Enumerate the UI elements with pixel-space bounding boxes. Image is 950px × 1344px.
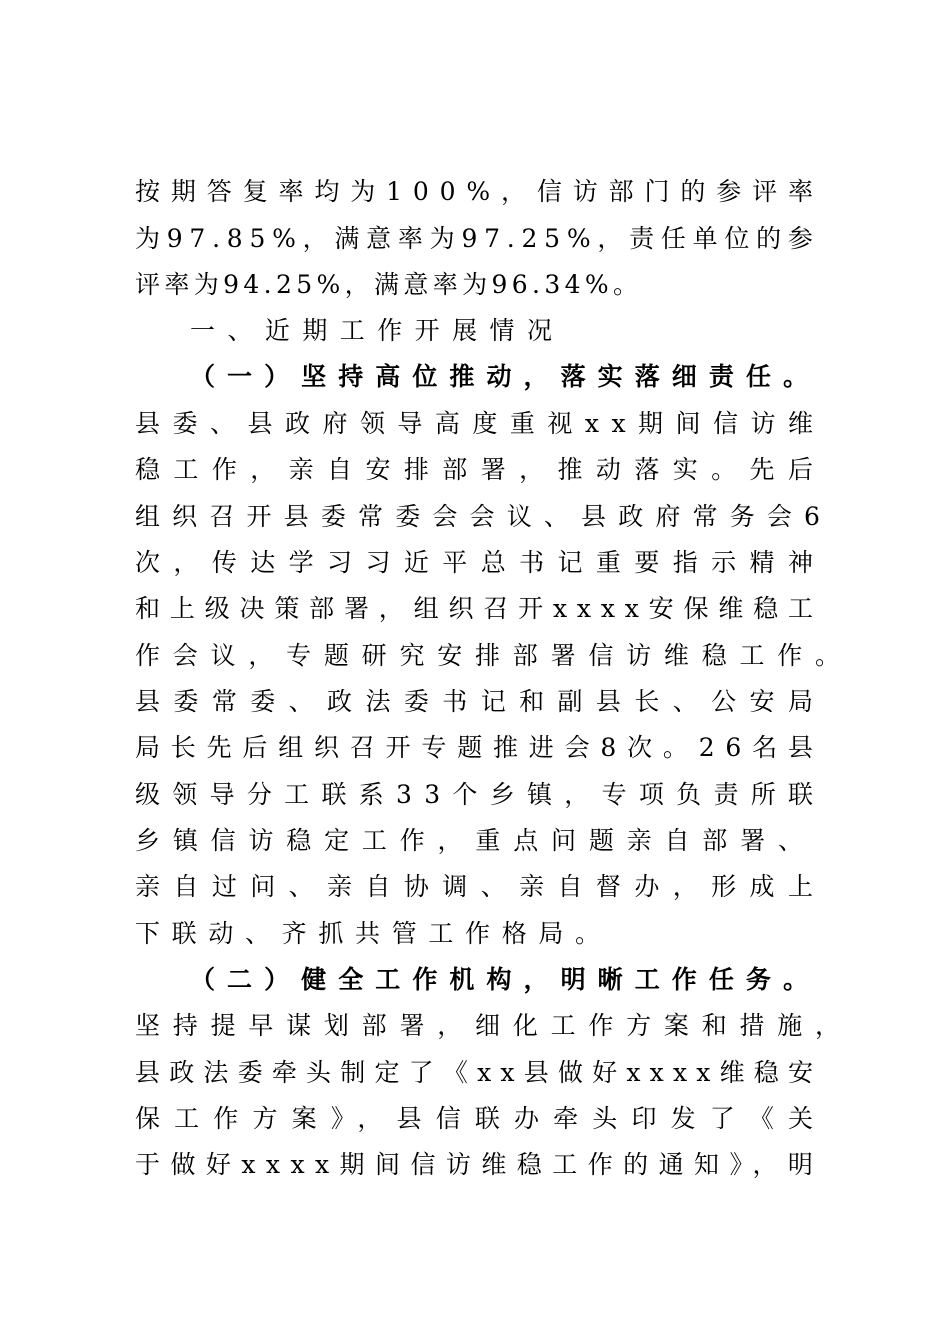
line-text: 为97.85%，满意率为97.25%，责任单位的参 xyxy=(135,224,820,253)
body-line xyxy=(0,1053,950,1093)
body-line xyxy=(0,636,950,676)
subsection-heading xyxy=(0,357,950,397)
line-text: 下联动、齐抓共管工作格局。 xyxy=(135,919,612,948)
body-line xyxy=(0,1006,950,1046)
line-text: 组织召开县委常委会会议、县政府常务会6 xyxy=(135,502,833,531)
line-text: 级领导分工联系33个乡镇，专项负责所联 xyxy=(135,780,826,809)
body-line xyxy=(0,728,950,768)
line-text: 坚持提早谋划部署，细化工作方案和措施， xyxy=(135,1011,853,1040)
body-line xyxy=(0,265,950,305)
body-line xyxy=(0,172,950,212)
body-line xyxy=(0,589,950,629)
line-text: 于做好xxxx期间信访维稳工作的通知》，明 xyxy=(135,1150,824,1179)
line-text: 次，传达学习习近平总书记重要指示精神 xyxy=(135,548,827,577)
body-line xyxy=(0,775,950,815)
body-line xyxy=(0,219,950,259)
line-text: 县委常委、政法委书记和副县长、公安局 xyxy=(135,687,827,716)
line-text: 和上级决策部署，组织召开xxxx安保维稳工 xyxy=(135,594,823,623)
body-line xyxy=(0,1099,950,1139)
line-text: 县政法委牵头制定了《xx县做好xxxx维稳安 xyxy=(135,1058,823,1087)
line-text: 县委、县政府领导高度重视xx期间信访维 xyxy=(135,409,826,438)
body-line xyxy=(0,543,950,583)
line-text: 局长先后组织召开专题推进会8次。26名县 xyxy=(135,733,824,762)
line-text: 亲自过问、亲自协调、亲自督办，形成上 xyxy=(135,872,827,901)
line-text: 作会议，专题研究安排部署信访维稳工作。 xyxy=(135,641,853,670)
body-line xyxy=(0,914,950,954)
line-text: 乡镇信访稳定工作，重点问题亲自部署、 xyxy=(135,826,816,855)
section-heading xyxy=(0,311,950,351)
line-text: 稳工作，亲自安排部署，推动落实。先后 xyxy=(135,455,827,484)
subsection-heading-text: （二）健全工作机构，明晰工作任务。 xyxy=(190,965,821,994)
line-text: 评率为94.25%，满意率为96.34%。 xyxy=(135,270,643,299)
body-line xyxy=(0,867,950,907)
body-line xyxy=(0,404,950,444)
body-line xyxy=(0,497,950,537)
body-line xyxy=(0,682,950,722)
line-text: 按期答复率均为100%，信访部门的参评率 xyxy=(135,177,824,206)
subsection-heading-text: （一）坚持高位推动，落实落细责任。 xyxy=(190,362,821,391)
body-line xyxy=(0,821,950,861)
body-line xyxy=(0,450,950,490)
section-heading-text: 一、近期工作开展情况 xyxy=(190,316,565,345)
subsection-heading xyxy=(0,960,950,1000)
line-text: 保工作方案》，县信联办牵头印发了《关 xyxy=(135,1104,828,1133)
body-line xyxy=(0,1145,950,1185)
